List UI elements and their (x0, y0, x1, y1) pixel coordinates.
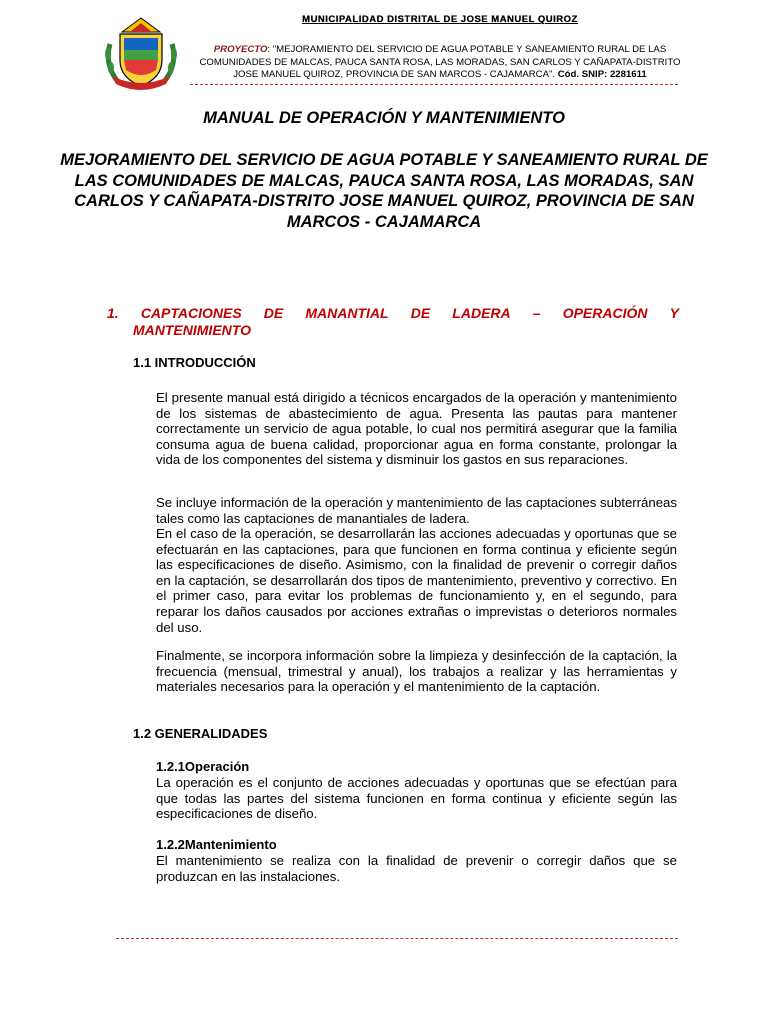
section-1-word: OPERACIÓN (562, 305, 648, 321)
subsection-1-1-heading: 1.1 INTRODUCCIÓN (133, 355, 256, 370)
snip-code: Cód. SNIP: 2281611 (557, 69, 647, 80)
section-1-word: LADERA (452, 305, 511, 321)
intro-paragraph-2b: En el caso de la operación, se desarrollarán las acciones adecuadas y oportunas que se efectuarán en las captaciones, para que funcionen en forma continua y eficiente según las especificaciones de diseño. Asimismo, con la finalidad de prevenir o corregir daños en la captación, se desarrollarán dos tipos de mantenimiento, preventivo y correctivo. En el primer caso, para evitar los problemas de funcionamiento y, en el segundo, para reparar los daños causados por acciones extrañas o imprevistas o deterioros normales del uso. (156, 526, 677, 635)
section-1-heading (107, 305, 679, 339)
project-text: : "MEJORAMIENTO DEL SERVICIO DE AGUA POTABLE Y SANEAMIENTO RURAL DE LAS COMUNIDADES DE MALCAS, PAUCA SANTA ROSA, LAS MORADAS, SAN CARLOS Y CAÑAPATA-DISTRITO JOSE MANUEL QUIROZ, PROVINCIA DE SAN MARCOS - CAJAMARCA". (199, 44, 681, 80)
section-1-word: MANANTIAL (305, 305, 389, 321)
footer-divider (116, 938, 678, 939)
section-1-heading-line2: MANTENIMIENTO (133, 322, 251, 338)
subsection-1-2-heading: 1.2 GENERALIDADES (133, 726, 268, 741)
section-1-word: Y (669, 305, 679, 321)
project-description (190, 44, 690, 82)
maintenance-heading: 1.2.2Mantenimiento (156, 837, 277, 852)
municipality-name: MUNICIPALIDAD DISTRITAL DE JOSE MANUEL QUIROZ (302, 14, 578, 25)
manual-title: MANUAL DE OPERACIÓN Y MANTENIMIENTO (203, 109, 565, 127)
intro-paragraph-2a: Se incluye información de la operación y mantenimiento de las captaciones subterráneas tales como las captaciones de manantiales de ladera. (156, 495, 677, 526)
operation-paragraph: La operación es el conjunto de acciones adecuadas y oportunas que se efectúan para que todas las partes del sistema funcionen en forma continua y eficiente según las especificaciones de diseño. (156, 775, 677, 822)
project-title: MEJORAMIENTO DEL SERVICIO DE AGUA POTABLE Y SANEAMIENTO RURAL DE LAS COMUNIDADES DE MALCAS, PAUCA SANTA ROSA, LAS MORADAS, SAN CARLOS Y CAÑAPATA-DISTRITO JOSE MANUEL QUIROZ, PROVINCIA DE SAN MARCOS - CAJAMARCA (60, 151, 708, 231)
section-1-word: – (532, 305, 541, 321)
operation-heading: 1.2.1Operación (156, 759, 250, 774)
project-label: PROYECTO (213, 44, 268, 55)
section-1-word: DE (410, 305, 431, 321)
section-1-word: DE (263, 305, 284, 321)
intro-paragraph-3: Finalmente, se incorpora información sobre la limpieza y desinfección de la captación, la frecuencia (mensual, trimestral y anual), los trabajos a realizar y las herramientas y materiales necesarios para la operación y el mantenimiento de la captación. (156, 648, 677, 695)
page-header (0, 0, 768, 100)
maintenance-paragraph: El mantenimiento se realiza con la finalidad de prevenir o corregir daños que se produzcan en las instalaciones. (156, 853, 677, 884)
intro-paragraph-1: El presente manual está dirigido a técnicos encargados de la operación y mantenimiento de los sistemas de abastecimiento de agua. Presenta las pautas para mantener correctamente un servicio de agua potable, lo cual nos permitirá asegurar que la familia consuma agua de buena calidad, proporcionar agua en forma constante, prolongar la vida de los componentes del sistema y disminuir los gastos en sus reparaciones. (156, 390, 677, 468)
section-1-number: 1. (107, 305, 119, 321)
section-1-word: CAPTACIONES (140, 305, 242, 321)
section-1-heading-line1 (107, 305, 679, 322)
header-divider (190, 84, 678, 85)
municipal-crest-logo (100, 14, 182, 92)
